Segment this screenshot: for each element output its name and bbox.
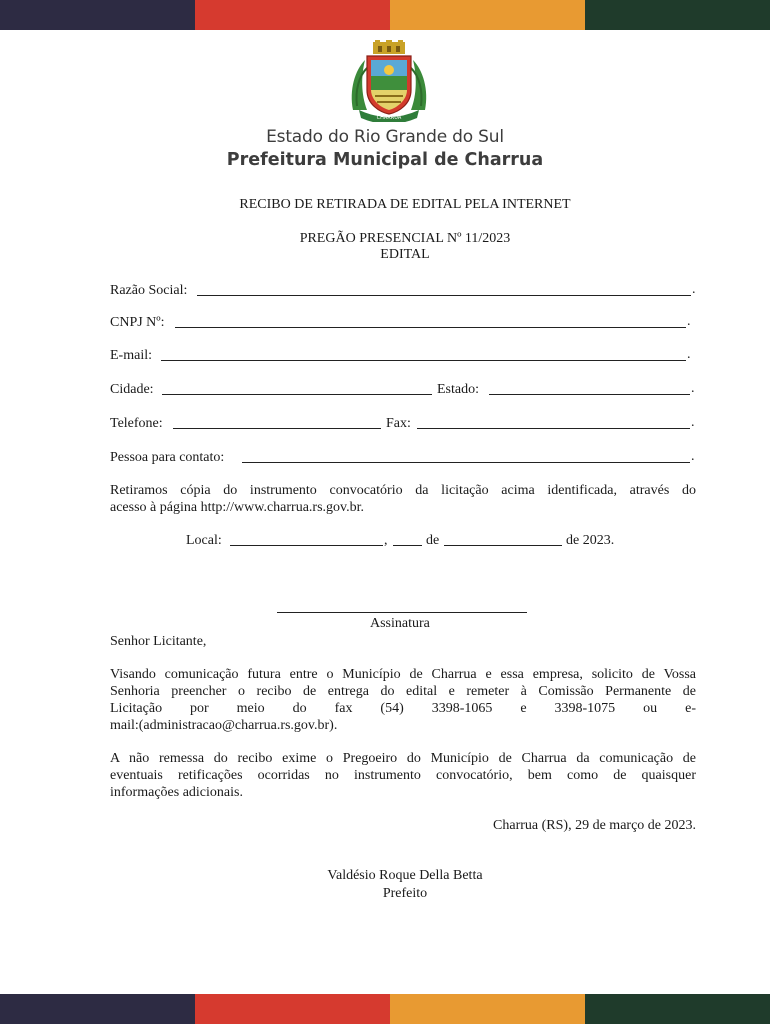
contato-label: Pessoa para contato: [110, 450, 225, 465]
estado-blank[interactable] [489, 394, 690, 395]
greeting: Senhor Licitante, [110, 634, 207, 649]
signature-line[interactable] [277, 612, 527, 613]
top-color-band [0, 0, 770, 30]
band-segment-navy [0, 0, 195, 30]
year-text: de 2023. [566, 533, 615, 548]
state-name-heading: Estado do Rio Grande do Sul [266, 127, 504, 147]
razao-social-period: . [692, 282, 696, 297]
cnpj-period: . [687, 314, 691, 329]
paragraph-line: Visando comunicação futura entre o Município de Charrua e essa empresa, solicito de Vossa [110, 667, 696, 682]
paragraph-line: eventuais retificações ocorridas no instrumento convocatório, bem como de quaisquer [110, 768, 696, 783]
signer-name: Valdésio Roque Della Betta [327, 868, 483, 883]
prefecture-name-heading: Prefeitura Municipal de Charrua [226, 150, 544, 170]
remessa-paragraph [110, 750, 696, 801]
paragraph-line: informações adicionais. [110, 785, 243, 800]
band-segment-navy [0, 994, 195, 1024]
paragraph-line: acesso à página http://www.charrua.rs.gov.br. [110, 500, 364, 515]
band-segment-red [195, 0, 390, 30]
contato-blank[interactable] [242, 462, 690, 463]
cidade-label: Cidade: [110, 382, 154, 397]
band-segment-green [585, 994, 770, 1024]
email-blank[interactable] [161, 360, 686, 361]
retiramos-paragraph [110, 482, 696, 516]
paragraph-line: A não remessa do recibo exime o Pregoeiro do Município de Charrua da comunicação de [110, 751, 696, 766]
fax-blank[interactable] [417, 428, 690, 429]
fax-period: . [691, 415, 695, 430]
razao-social-blank[interactable] [197, 295, 691, 296]
local-blank[interactable] [230, 545, 383, 546]
cnpj-blank[interactable] [175, 327, 686, 328]
cidade-blank[interactable] [162, 394, 432, 395]
signature-label: Assinatura [370, 616, 430, 631]
estado-label: Estado: [437, 382, 479, 397]
band-segment-orange [390, 0, 585, 30]
municipal-crest-logo [345, 40, 433, 122]
day-blank[interactable] [393, 545, 422, 546]
paragraph-line: Licitação por meio do fax (54) 3398-1065 e 3398-1075 ou e- [110, 701, 696, 716]
contato-period: . [691, 449, 695, 464]
signer-role: Prefeito [382, 886, 428, 901]
visando-paragraph [110, 666, 696, 734]
band-segment-green [585, 0, 770, 30]
band-segment-red [195, 994, 390, 1024]
edital-label: EDITAL [380, 247, 430, 262]
cnpj-label: CNPJ Nº: [110, 315, 165, 330]
local-comma: , [384, 533, 388, 548]
crest-ribbon-text: CHARRUA [376, 115, 402, 121]
month-blank[interactable] [444, 545, 562, 546]
fax-label: Fax: [386, 416, 411, 431]
band-segment-orange [390, 994, 585, 1024]
document-title: RECIBO DE RETIRADA DE EDITAL PELA INTERNET [239, 197, 571, 212]
date-line: Charrua (RS), 29 de março de 2023. [493, 818, 696, 833]
paragraph-line: Senhoria preencher o recibo de entrega do edital e remeter à Comissão Permanente de [110, 684, 696, 699]
paragraph-line: mail:(administracao@charrua.rs.gov.br). [110, 718, 338, 733]
estado-period: . [691, 381, 695, 396]
paragraph-line: Retiramos cópia do instrumento convocatório da licitação acima identificada, através do [110, 483, 696, 498]
razao-social-label: Razão Social: [110, 283, 188, 298]
de-label-1: de [426, 533, 440, 548]
local-label: Local: [186, 533, 222, 548]
email-label: E-mail: [110, 348, 152, 363]
telefone-blank[interactable] [173, 428, 381, 429]
pregao-number: PREGÃO PRESENCIAL Nº 11/2023 [299, 231, 511, 246]
bottom-color-band [0, 994, 770, 1024]
telefone-label: Telefone: [110, 416, 163, 431]
email-period: . [687, 347, 691, 362]
